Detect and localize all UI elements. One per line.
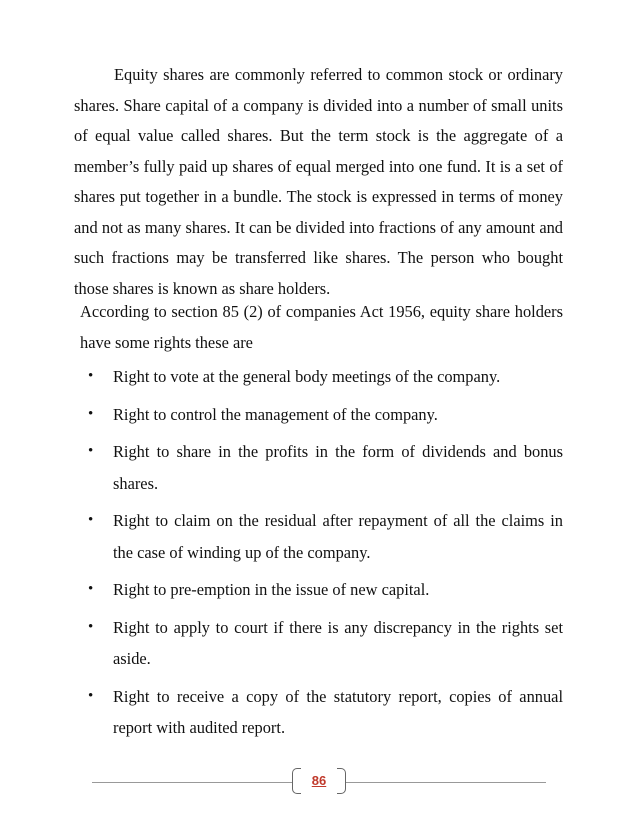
bullet-icon: • [88, 512, 94, 528]
list-item-text: Right to receive a copy of the statutory report, copies of annual report with audited report. [113, 686, 563, 737]
rights-intro-paragraph: According to section 85 (2) of companies Act 1956, equity share holders have some rights these are [80, 302, 563, 352]
bullet-icon: • [88, 405, 94, 422]
bullet-icon: • [88, 618, 94, 635]
list-item [80, 399, 563, 431]
intro-paragraph: Equity shares are commonly referred to common stock or ordinary shares. Share capital of a company is divided into a number of small units of equal value called shares. But the term stock is the aggregate of a member’s fully paid up shares of equal merged into one fund. It is a set of shares put together in a bundle. The stock is expressed in terms of money and not as many shares. It can be divided into fractions of any amount and such fractions may be transferred like shares. The person who bought those shares is known as share holders. [74, 65, 563, 298]
list-item-text: Right to share in the profits in the form of dividends and bonus shares. [113, 442, 563, 493]
list-item-text: Right to pre-emption in the issue of new capital. [113, 580, 430, 599]
list-item [80, 505, 563, 568]
list-item [80, 612, 563, 675]
right-brace-icon [337, 768, 346, 794]
list-item [80, 574, 563, 606]
list-item [80, 681, 563, 744]
list-item-text: Right to vote at the general body meetings of the company. [113, 367, 501, 386]
list-item-text: Right to claim on the residual after repayment of all the claims in the case of winding up of the company. [113, 511, 563, 562]
rights-list [80, 361, 563, 750]
list-item-text: Right to apply to court if there is any discrepancy in the rights set aside. [113, 617, 563, 668]
list-item [80, 361, 563, 393]
bullet-icon: • [88, 687, 94, 704]
list-item [80, 436, 563, 499]
list-item-text: Right to control the management of the company. [113, 404, 438, 424]
page-footer [92, 768, 546, 798]
bullet-icon: • [88, 581, 94, 597]
page-number: 86 [311, 773, 327, 788]
bullet-icon: • [88, 443, 94, 459]
page-number-box [292, 768, 346, 796]
bullet-icon: • [88, 368, 94, 384]
left-brace-icon [292, 768, 301, 794]
